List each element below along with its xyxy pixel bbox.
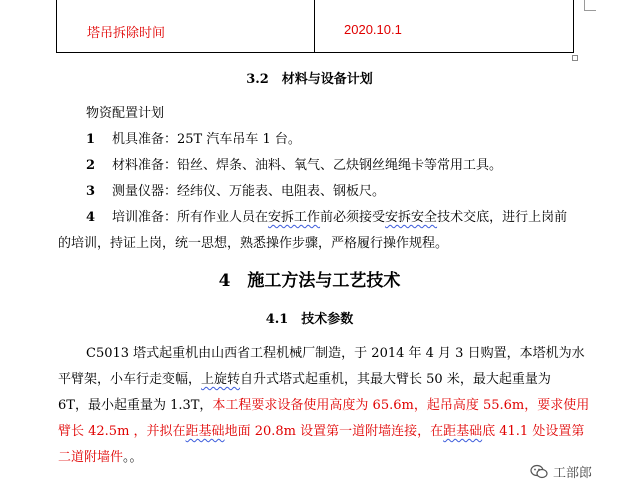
table-resize-handle[interactable]: [572, 55, 578, 61]
spellcheck-word: 安拆安全: [385, 210, 438, 225]
list-item-number: 2: [86, 158, 96, 173]
list-item-text: 测量仪器：经纬仪、万能表、电阻表、钢板尺。: [112, 184, 386, 199]
section-heading-4: 4 施工方法与工艺技术: [218, 271, 401, 291]
intro-line: 物资配置计划: [86, 106, 165, 121]
watermark: [530, 462, 592, 481]
wechat-icon: [530, 464, 548, 480]
list-item-text: 机具准备：25T 汽车吊车 1 台。: [112, 132, 301, 147]
paragraph-text-red: 地面 20.8m 设置第一道附墙连接，在: [224, 424, 444, 439]
paragraph-line: [58, 368, 551, 387]
paragraph-text: 。。: [123, 450, 143, 465]
list-item-number: 4: [86, 210, 96, 225]
paragraph-text: 平臂架，小车行走变幅，: [58, 372, 202, 387]
list-item-continuation: 的培训，持证上岗，统一思想，熟悉操作步骤，严格履行操作规程。: [58, 236, 449, 251]
list-item-text: 材料准备：铅丝、焊条、油料、氧气、乙炔钢丝绳绳卡等常用工具。: [112, 158, 503, 173]
margin-mark: [584, 10, 596, 11]
paragraph-line: [58, 394, 589, 413]
spellcheck-word: 安拆工作: [268, 210, 321, 225]
section-heading-4-1: 4.1 技术参数: [265, 312, 354, 327]
table-divider: [314, 0, 315, 52]
list-item-number: 3: [86, 184, 96, 199]
list-item: [86, 206, 567, 225]
watermark-text: 工部郎: [553, 466, 593, 481]
list-item: [86, 180, 385, 199]
margin-mark: [584, 0, 585, 10]
schedule-table: [56, 0, 574, 53]
section-heading-3-2: 3.2 材料与设备计划: [246, 72, 373, 87]
list-item: [86, 154, 502, 173]
list-item-text: 前必须接受: [320, 210, 386, 225]
paragraph-line: C5013 塔式起重机由山西省工程机械厂制造，于 2014 年 4 月 3 日购置，本塔机为水: [86, 346, 585, 361]
paragraph-text-red: 底 41.1 处设置第: [482, 424, 585, 439]
paragraph-text: 6T，最小起重量为 1.3T，: [58, 398, 213, 413]
paragraph-text-red: 臂长 42.5m ，并拟在: [58, 424, 186, 439]
paragraph-line: [58, 420, 584, 439]
spellcheck-word: 距基础: [443, 424, 483, 439]
spellcheck-word: 上旋转: [201, 372, 241, 387]
paragraph-line: [58, 446, 143, 465]
table-cell-label: 塔吊拆除时间: [87, 26, 166, 41]
spellcheck-word: 距基础: [185, 424, 225, 439]
paragraph-text-red: 二道附墙件: [58, 450, 124, 465]
list-item-text: 技术交底，进行上岗前: [437, 210, 568, 225]
list-item-text: 培训准备：所有作业人员在: [112, 210, 269, 225]
list-item: [86, 128, 301, 147]
table-cell-value: 2020.10.1: [344, 22, 402, 37]
list-item-number: 1: [86, 132, 96, 147]
paragraph-text: 自升式塔式起重机，其最大臂长 50 米，最大起重量为: [240, 372, 551, 387]
paragraph-text-red: 本工程要求设备使用高度为 65.6m，起吊高度 55.6m，要求使用: [212, 398, 590, 413]
